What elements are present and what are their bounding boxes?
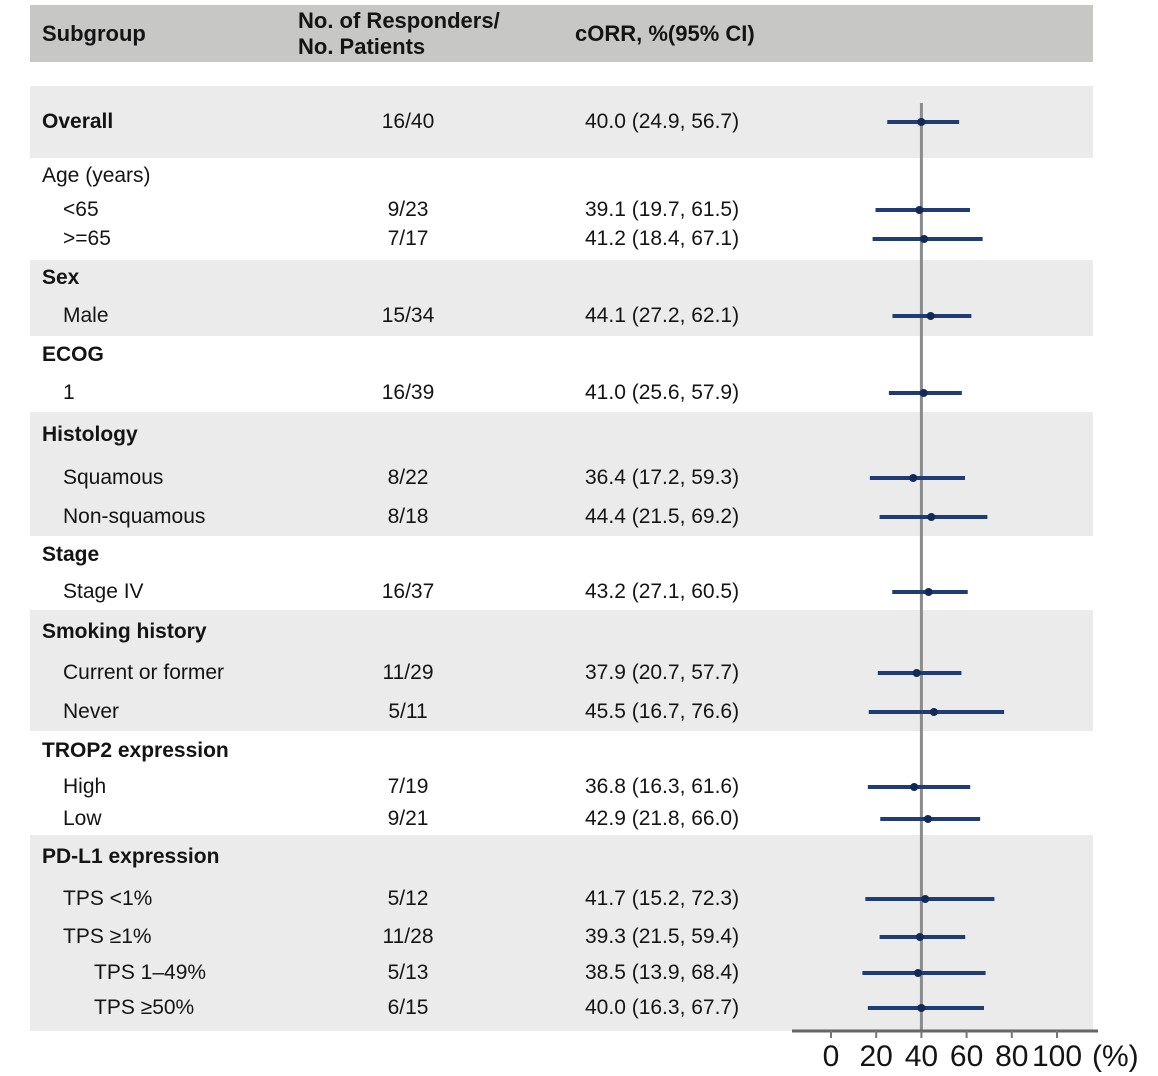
responders-value: 11/29	[382, 660, 434, 684]
table-row	[30, 373, 1093, 412]
subgroup-label: Stage	[42, 542, 100, 566]
responders-value: 7/19	[387, 775, 429, 798]
responders-value: 5/12	[387, 886, 429, 910]
subgroup-label: Overall	[42, 110, 114, 133]
orr-value: 39.3 (21.5, 59.4)	[585, 924, 740, 948]
axis-tick-label: 100	[1031, 1040, 1083, 1073]
table-row	[30, 158, 1093, 194]
subgroup-label: Male	[63, 304, 109, 327]
axis-tick-label: 20	[859, 1040, 893, 1073]
table-row	[30, 803, 1093, 835]
responders-value: 15/34	[381, 304, 435, 327]
orr-value: 41.0 (25.6, 57.9)	[585, 380, 740, 404]
orr-value: 39.1 (19.7, 61.5)	[585, 197, 740, 221]
subgroup-label: High	[63, 775, 107, 798]
table-row	[30, 610, 1093, 653]
subgroup-label: ECOG	[42, 342, 104, 366]
table-row	[30, 296, 1093, 336]
table-header	[30, 5, 1093, 62]
table-row	[30, 692, 1093, 731]
subgroup-label: Sex	[42, 266, 80, 289]
table-row	[30, 771, 1093, 803]
subgroup-label: Current or former	[63, 660, 225, 684]
header-responders-line1: No. of Responders/	[298, 7, 500, 33]
subgroup-label: Smoking history	[42, 619, 207, 643]
orr-value: 36.4 (17.2, 59.3)	[585, 465, 740, 489]
orr-value: 41.2 (18.4, 67.1)	[585, 227, 740, 250]
table-row	[30, 260, 1093, 296]
orr-value: 43.2 (27.1, 60.5)	[585, 579, 740, 603]
table-body	[30, 86, 1093, 1031]
orr-value: 40.0 (24.9, 56.7)	[585, 110, 740, 133]
orr-value: 44.1 (27.2, 62.1)	[585, 304, 740, 327]
table-row	[30, 336, 1093, 373]
table-row	[30, 955, 1093, 990]
header-subgroup: Subgroup	[42, 20, 146, 46]
subgroup-section-shaded	[30, 260, 1093, 336]
responders-value: 8/22	[387, 465, 429, 489]
subgroup-label: >=65	[63, 227, 111, 250]
table-row	[30, 536, 1093, 573]
responders-value: 16/37	[381, 579, 435, 603]
axis-tick-label: 0	[822, 1040, 840, 1073]
orr-value: 44.4 (21.5, 69.2)	[585, 504, 740, 528]
orr-value: 37.9 (20.7, 57.7)	[585, 660, 740, 684]
table-row	[30, 990, 1093, 1026]
subgroup-label: Squamous	[63, 465, 164, 489]
orr-value: 40.0 (16.3, 67.7)	[585, 996, 740, 1019]
responders-value: 5/11	[388, 699, 428, 723]
responders-value: 9/21	[387, 807, 429, 830]
responders-value: 16/40	[381, 110, 435, 133]
table-row	[30, 731, 1093, 771]
subgroup-label: <65	[63, 197, 99, 221]
responders-value: 7/17	[387, 227, 429, 250]
orr-value: 45.5 (16.7, 76.6)	[585, 699, 740, 723]
subgroup-section-shaded	[30, 86, 1093, 158]
subgroup-label: 1	[63, 380, 75, 404]
table-row	[30, 573, 1093, 610]
table-row	[30, 194, 1093, 225]
table-row	[30, 835, 1093, 879]
responders-value: 16/39	[381, 380, 435, 404]
subgroup-label: Age (years)	[42, 164, 151, 187]
subgroup-section	[30, 336, 1093, 412]
header-responders-line2: No. Patients	[298, 33, 426, 59]
subgroup-label: TPS ≥1%	[63, 924, 152, 948]
subgroup-label: TPS 1–49%	[94, 960, 207, 984]
responders-value: 8/18	[387, 504, 429, 528]
table-row	[30, 653, 1093, 692]
subgroup-label: Non-squamous	[63, 504, 206, 528]
subgroup-label: PD-L1 expression	[42, 845, 220, 868]
table-row	[30, 225, 1093, 253]
axis-tick-label: 60	[949, 1040, 984, 1073]
table-row	[30, 497, 1093, 536]
table-row	[30, 879, 1093, 918]
subgroup-label: TROP2 expression	[42, 739, 229, 762]
table-row	[30, 86, 1093, 158]
subgroup-section	[30, 731, 1093, 835]
subgroup-label: Stage IV	[63, 579, 144, 603]
subgroup-section	[30, 158, 1093, 260]
table-row	[30, 458, 1093, 497]
subgroup-label: Histology	[42, 423, 138, 446]
axis-tick-label: 40	[904, 1040, 939, 1073]
responders-value: 11/28	[382, 924, 434, 948]
table-row	[30, 918, 1093, 955]
subgroup-section-shaded	[30, 610, 1093, 731]
table-row	[30, 412, 1093, 458]
orr-value: 38.5 (13.9, 68.4)	[585, 960, 740, 984]
orr-value: 41.7 (15.2, 72.3)	[585, 886, 740, 910]
subgroup-table	[30, 5, 1093, 1031]
subgroup-section	[30, 536, 1093, 610]
orr-value: 36.8 (16.3, 61.6)	[585, 775, 740, 798]
header-orr: cORR, %(95% CI)	[575, 20, 755, 46]
orr-value: 42.9 (21.8, 66.0)	[585, 807, 740, 830]
responders-value: 6/15	[387, 996, 429, 1019]
subgroup-label: TPS ≥50%	[94, 996, 195, 1019]
subgroup-label: TPS <1%	[63, 886, 153, 910]
subgroup-section-shaded	[30, 835, 1093, 1031]
responders-value: 9/23	[387, 197, 429, 221]
subgroup-label: Never	[63, 699, 120, 723]
header-responders	[298, 8, 500, 60]
header-gap	[30, 62, 1093, 86]
axis-tick-label: 80	[995, 1040, 1029, 1073]
axis-unit-label: (%)	[1092, 1040, 1139, 1073]
subgroup-label: Low	[63, 807, 102, 830]
responders-value: 5/13	[387, 960, 429, 984]
subgroup-section-shaded	[30, 412, 1093, 536]
